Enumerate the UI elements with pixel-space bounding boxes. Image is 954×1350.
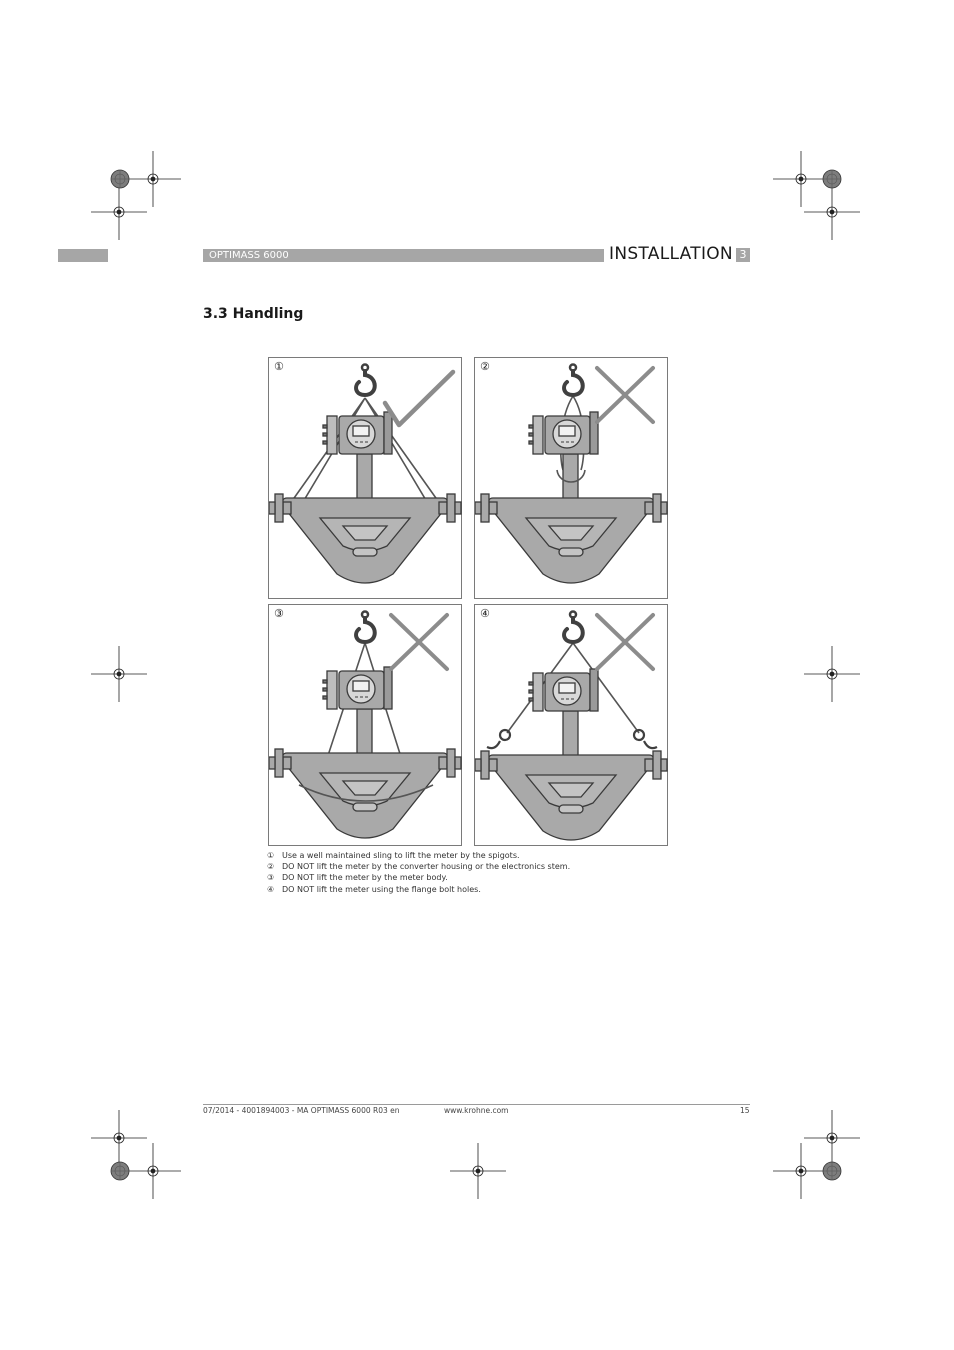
color-target-icon	[111, 1162, 129, 1180]
caption-item	[267, 872, 687, 883]
lifting-illustration-2	[475, 358, 669, 600]
section-heading: 3.3 Handling	[203, 306, 304, 322]
flowmeter	[475, 669, 667, 840]
figure-panel-4	[474, 604, 668, 846]
figure-captions	[267, 850, 687, 895]
crop-mark-icon	[804, 184, 860, 240]
panel-number-4: ④	[480, 607, 490, 620]
color-target-icon	[823, 1162, 841, 1180]
caption-item	[267, 850, 687, 861]
flowmeter	[475, 412, 667, 583]
header-section-title: INSTALLATION	[609, 244, 733, 264]
caption-number: ②	[267, 862, 275, 872]
panel-number-2: ②	[480, 360, 490, 373]
caption-text: DO NOT lift the meter by the meter body.	[282, 873, 448, 883]
check-icon	[385, 372, 453, 425]
footer-page-number: 15	[740, 1106, 750, 1115]
lifting-illustration-1	[269, 358, 463, 600]
caption-text: Use a well maintained sling to lift the meter by the spigots.	[282, 851, 520, 860]
figure-panel-2	[474, 357, 668, 599]
panel-number-3: ③	[274, 607, 284, 620]
color-target-icon	[823, 170, 841, 188]
footer-website: www.krohne.com	[444, 1106, 509, 1115]
cross-icon	[597, 368, 653, 422]
crop-mark-icon	[773, 151, 829, 207]
header-section-number: 3	[736, 248, 750, 262]
crop-mark-icon	[450, 1143, 506, 1199]
color-target-icon	[111, 170, 129, 188]
crop-mark-icon	[804, 1110, 860, 1166]
caption-number: ③	[267, 873, 275, 883]
crane-hook-icon	[356, 612, 375, 643]
crop-mark-icon	[125, 1143, 181, 1199]
caption-number: ④	[267, 884, 275, 894]
caption-number: ①	[267, 851, 275, 860]
crop-mark-icon	[91, 1110, 147, 1166]
flowmeter	[269, 412, 461, 583]
caption-text: DO NOT lift the meter using the flange bolt holes.	[282, 884, 481, 894]
figure-panel-1	[268, 357, 462, 599]
header-side-bar	[58, 249, 108, 262]
cross-icon	[597, 615, 653, 669]
footer-rule	[203, 1104, 750, 1105]
caption-item	[267, 861, 687, 872]
cross-icon	[391, 615, 447, 669]
footer-doc-ref: 07/2014 - 4001894003 - MA OPTIMASS 6000 R03 en	[203, 1106, 400, 1115]
crop-mark-icon	[125, 151, 181, 207]
caption-text: DO NOT lift the meter by the converter housing or the electronics stem.	[282, 862, 571, 872]
header-product-name: OPTIMASS 6000	[209, 250, 289, 261]
lifting-illustration-3	[269, 605, 463, 847]
crop-mark-icon	[91, 184, 147, 240]
crane-hook-icon	[356, 365, 375, 396]
flowmeter	[269, 667, 461, 838]
lifting-illustration-4	[475, 605, 669, 847]
crane-hook-icon	[564, 612, 583, 643]
crane-hook-icon	[564, 365, 583, 396]
panel-number-1: ①	[274, 360, 284, 373]
figure-panel-3	[268, 604, 462, 846]
crop-mark-icon	[773, 1143, 829, 1199]
crop-mark-icon	[91, 646, 147, 702]
crop-mark-icon	[804, 646, 860, 702]
caption-item	[267, 884, 687, 895]
